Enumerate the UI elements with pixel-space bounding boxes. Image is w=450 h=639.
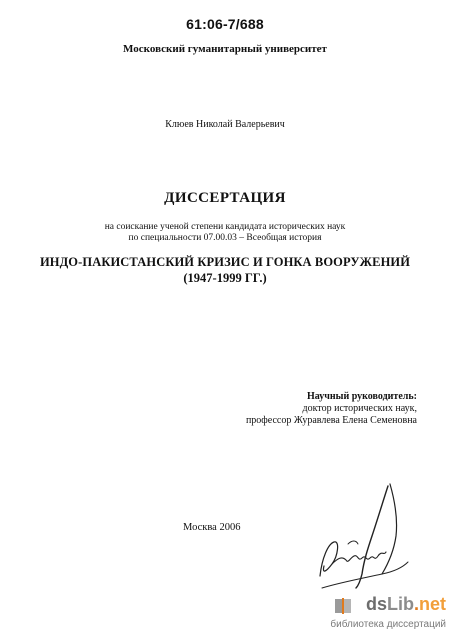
brand-ds: ds: [365, 594, 387, 614]
supervisor-block: [246, 391, 417, 427]
dslib-watermark: [330, 594, 446, 636]
degree-line-2: по специальности 07.00.03 – Всеобщая история: [128, 233, 322, 243]
supervisor-name: профессор Журавлева Елена Семеновна: [245, 415, 417, 426]
supervisor-degree: доктор исторических наук,: [302, 403, 417, 414]
author-name: Клюев Николай Валерьевич: [165, 119, 285, 130]
brand-tagline: библиотека диссертаций: [330, 619, 446, 630]
handwritten-signature: [312, 478, 412, 593]
brand-dot: .: [413, 594, 419, 614]
university-name: Московский гуманитарный университет: [123, 43, 327, 55]
supervisor-label: Научный руководитель:: [307, 391, 417, 402]
dslib-brand: [330, 594, 446, 618]
city-year: Москва 2006: [183, 522, 241, 533]
degree-line-1: на соискание ученой степени кандидата исторических наук: [104, 222, 346, 232]
brand-lib: Lib: [386, 594, 414, 614]
catalog-number: 61:06-7/688: [186, 16, 264, 32]
dissertation-title-line-2: (1947-1999 ГГ.): [183, 271, 267, 285]
brand-net: net: [419, 594, 446, 614]
document-type: ДИССЕРТАЦИЯ: [164, 190, 286, 206]
degree-description: [0, 222, 450, 244]
dissertation-title-line-1: ИНДО-ПАКИСТАНСКИЙ КРИЗИС И ГОНКА ВООРУЖЕНИЙ: [39, 255, 411, 269]
